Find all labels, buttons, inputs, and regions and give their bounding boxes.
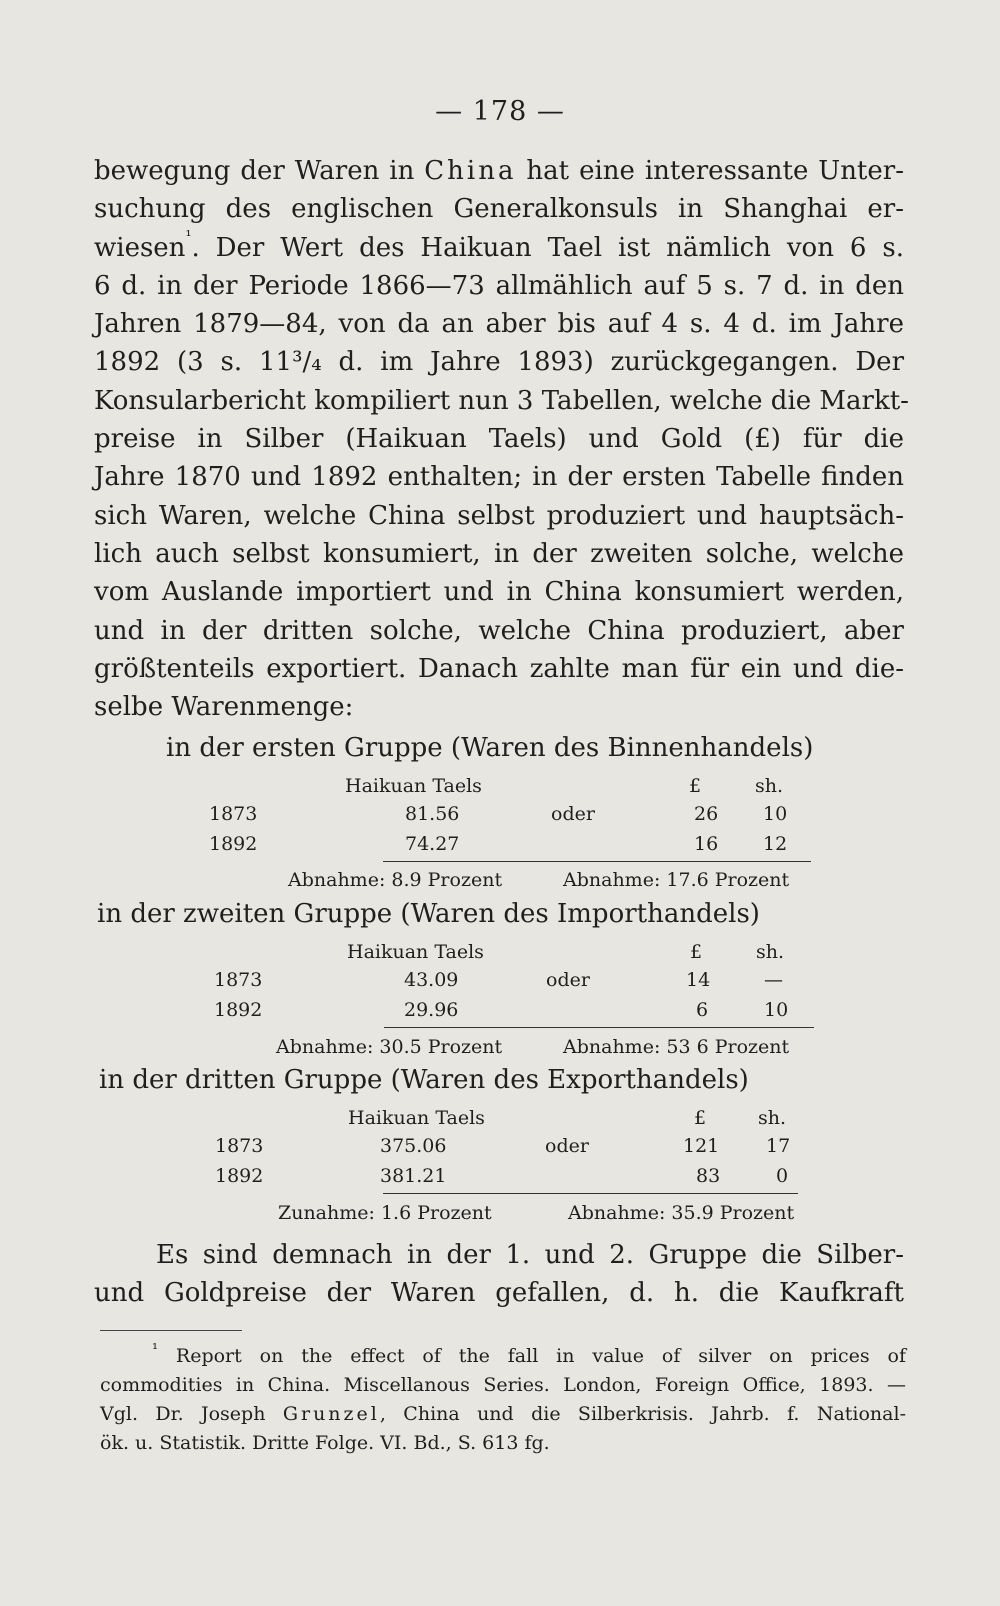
- footnote-marker: ¹: [152, 1340, 159, 1358]
- taels-cell: 381.21: [380, 1165, 447, 1187]
- body-line: sich Waren, welche China selbst produziert und hauptsäch-: [94, 500, 904, 531]
- oder-cell: oder: [546, 969, 590, 991]
- group-title: in der zweiten Gruppe (Waren des Importhandels): [97, 899, 760, 929]
- shilling-cell: 10: [764, 999, 789, 1021]
- body-line: und in der dritten solche, welche China produziert, aber: [94, 615, 904, 646]
- summary-left: Zunahme: 1.6 Prozent: [278, 1202, 492, 1224]
- footnote-line: ök. u. Statistik. Dritte Folge. VI. Bd., S. 613 fg.: [100, 1432, 550, 1454]
- footnote: [100, 1342, 906, 1458]
- footnote-line: Vgl. Dr. Joseph Grunzel, China und die Silberkrisis. Jahrb. f. National-: [100, 1403, 906, 1425]
- header-shilling: sh.: [756, 941, 785, 963]
- body-line: lich auch selbst konsumiert, in der zweiten solche, welche: [94, 538, 904, 569]
- body-line: Es sind demnach in der 1. und 2. Gruppe die Silber-: [156, 1240, 904, 1270]
- taels-cell: 74.27: [405, 833, 460, 855]
- year-cell: 1892: [214, 999, 263, 1021]
- shilling-cell: 10: [763, 803, 788, 825]
- sum-rule: [383, 861, 811, 862]
- sum-rule: [384, 1027, 814, 1028]
- header-pound: £: [689, 775, 702, 797]
- page-number: — 178 —: [435, 96, 565, 127]
- year-cell: 1873: [209, 803, 258, 825]
- header-taels: Haikuan Taels: [348, 1107, 485, 1129]
- group-title: in der dritten Gruppe (Waren des Exporthandels): [99, 1065, 749, 1095]
- body-line: größtenteils exportiert. Danach zahlte man für ein und die-: [94, 653, 904, 684]
- body-line: suchung des englischen Generalkonsuls in Shanghai er-: [94, 194, 904, 225]
- body-line: bewegung der Waren in China hat eine interessante Unter-: [94, 156, 904, 186]
- emphasized-word: China: [424, 156, 517, 186]
- pound-cell: 16: [694, 833, 719, 855]
- shilling-cell: 12: [763, 833, 788, 855]
- taels-cell: 375.06: [380, 1135, 447, 1157]
- body-line: Konsularbericht kompiliert nun 3 Tabellen, welche die Markt-: [94, 385, 909, 416]
- body-line: preise in Silber (Haikuan Taels) und Gold (£) für die: [94, 424, 904, 455]
- summary-right: Abnahme: 35.9 Prozent: [568, 1202, 795, 1224]
- oder-cell: oder: [551, 803, 595, 825]
- footnote-line: $^{^1}$ Report on the effect of the fall in value of silver on prices of: [152, 1340, 906, 1367]
- pound-cell: 14: [686, 969, 711, 991]
- header-shilling: sh.: [755, 775, 784, 797]
- body-line: selbe Warenmenge:: [94, 692, 354, 723]
- body-line: vom Auslande importiert und in China konsumiert werden,: [94, 577, 904, 608]
- body-line: Jahre 1870 und 1892 enthalten; in der ersten Tabelle finden: [94, 462, 904, 493]
- taels-cell: 81.56: [405, 803, 460, 825]
- header-shilling: sh.: [758, 1107, 787, 1129]
- summary-right: Abnahme: 17.6 Prozent: [563, 869, 790, 891]
- shilling-cell: 17: [766, 1135, 791, 1157]
- pound-cell: 121: [683, 1135, 720, 1157]
- footnote-divider: [100, 1330, 242, 1331]
- footnote-line: commodities in China. Miscellanous Series. London, Foreign Office, 1893. —: [100, 1374, 906, 1396]
- header-taels: Haikuan Taels: [345, 775, 482, 797]
- body-line: und Goldpreise der Waren gefallen, d. h. die Kaufkraft: [94, 1278, 904, 1308]
- shilling-cell: 0: [776, 1165, 789, 1187]
- header-pound: £: [690, 941, 703, 963]
- year-cell: 1892: [215, 1165, 264, 1187]
- group-title: in der ersten Gruppe (Waren des Binnenhandels): [166, 733, 814, 763]
- sum-rule: [383, 1193, 798, 1194]
- header-pound: £: [694, 1107, 707, 1129]
- body-line: 1892 (3 s. 11³/₄ d. im Jahre 1893) zurückgegangen. Der: [94, 347, 904, 378]
- taels-cell: 29.96: [404, 999, 459, 1021]
- header-taels: Haikuan Taels: [347, 941, 484, 963]
- taels-cell: 43.09: [404, 969, 459, 991]
- closing-paragraph: [94, 1236, 904, 1312]
- summary-left: Abnahme: 30.5 Prozent: [276, 1036, 503, 1058]
- body-line: 6 d. in der Periode 1866—73 allmählich auf 5 s. 7 d. in den: [94, 270, 904, 301]
- shilling-cell: —: [764, 969, 783, 991]
- body-line: Jahren 1879—84, von da an aber bis auf 4 s. 4 d. im Jahre: [94, 309, 904, 340]
- year-cell: 1892: [209, 833, 258, 855]
- summary-left: Abnahme: 8.9 Prozent: [288, 869, 503, 891]
- summary-right: Abnahme: 53 6 Prozent: [563, 1036, 790, 1058]
- year-cell: 1873: [214, 969, 263, 991]
- footnote-marker: ¹: [185, 226, 192, 245]
- year-cell: 1873: [215, 1135, 264, 1157]
- pound-cell: 6: [696, 999, 709, 1021]
- oder-cell: oder: [545, 1135, 589, 1157]
- pound-cell: 83: [696, 1165, 721, 1187]
- body-paragraph: [94, 152, 909, 726]
- pound-cell: 26: [694, 803, 719, 825]
- body-line: wiesen$^{^1}$. Der Wert des Haikuan Tael ist nämlich von 6 s.: [94, 226, 904, 263]
- emphasized-word: Grunzel: [282, 1403, 380, 1425]
